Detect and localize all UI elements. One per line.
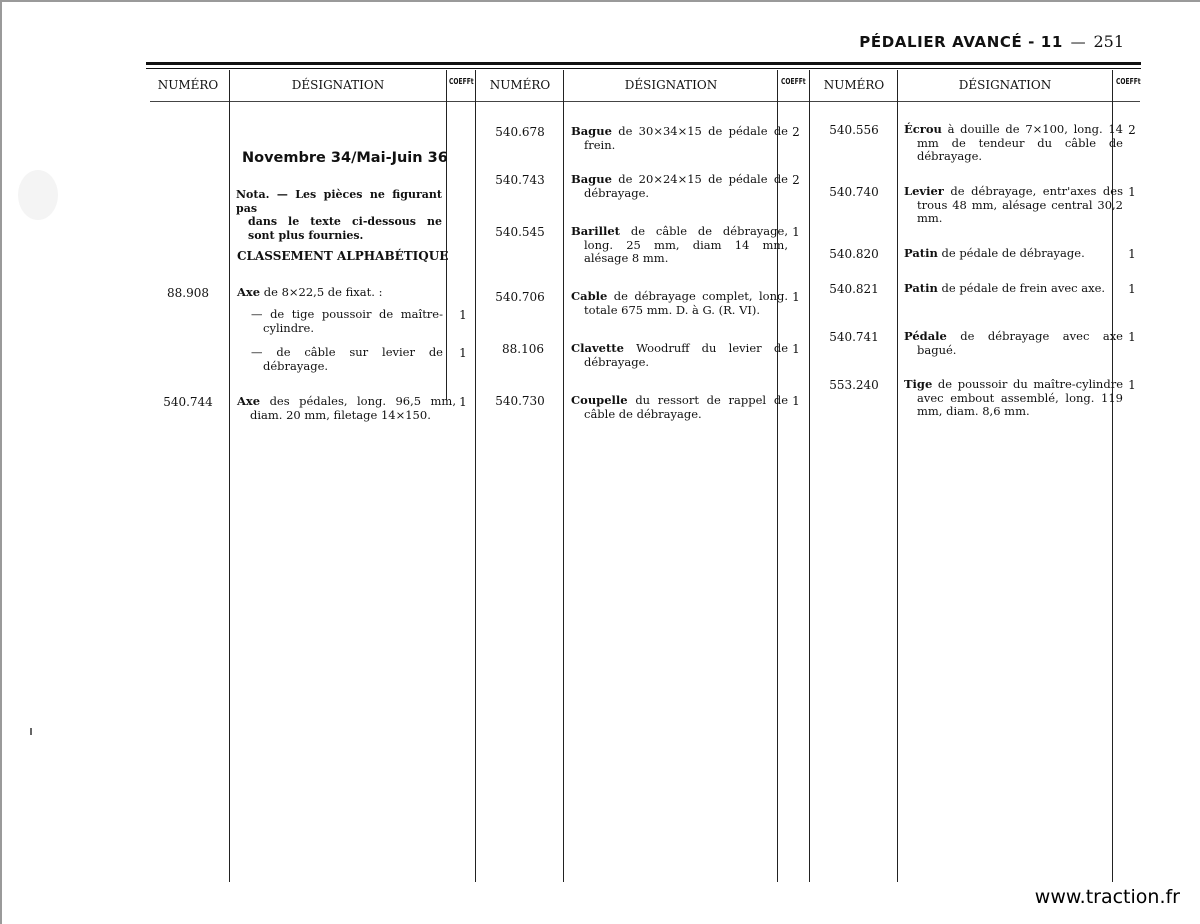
part-qty: 1: [1128, 378, 1136, 392]
col1-designation-heading: DÉSIGNATION: [291, 78, 385, 92]
header-rule-thick: [146, 62, 1141, 65]
part-label: Axe: [237, 394, 261, 408]
part-designation: [571, 290, 788, 317]
part-designation: [571, 394, 788, 421]
col3-coeff-heading: COEFFt: [1116, 77, 1141, 86]
part-text: de 20×24×15 de pédale de débrayage.: [584, 172, 788, 200]
part-label: Axe: [237, 285, 261, 299]
part-text: du ressort de rappel de câble de débrayage.: [584, 393, 788, 421]
part-label: Patin: [904, 281, 938, 295]
part-qty: 1: [459, 346, 467, 360]
col2-coeff-heading: COEFFt: [781, 77, 806, 86]
part-qty: 1: [792, 225, 800, 239]
part-qty: 1: [1128, 247, 1136, 261]
page-header: [859, 32, 1124, 51]
part-text: de pédale de débrayage.: [937, 246, 1085, 260]
part-qty: 1: [459, 308, 467, 322]
part-text: de 30×34×15 de pédale de frein.: [584, 124, 788, 152]
part-number: 540.821: [829, 282, 879, 296]
part-number: 88.908: [167, 286, 209, 300]
part-designation: [237, 286, 443, 300]
sub-designation: — de câble sur levier de débrayage.: [251, 345, 443, 373]
classement-heading: CLASSEMENT ALPHABÉTIQUE: [237, 249, 449, 263]
part-number: 540.556: [829, 123, 879, 137]
part-label: Bague: [571, 124, 612, 138]
part-designation: [904, 185, 1123, 226]
page-title: PÉDALIER AVANCÉ - 11: [859, 33, 1063, 51]
part-text: de 8×22,5 de fixat. :: [260, 285, 383, 299]
header-rule-thin: [146, 68, 1141, 69]
column-header-rule: [150, 101, 1140, 102]
part-number: 540.740: [829, 185, 879, 199]
col1-coeff-heading: COEFFt: [449, 77, 474, 86]
part-designation: [571, 125, 788, 152]
part-designation: [904, 123, 1123, 164]
part-label: Levier: [904, 184, 944, 198]
col2-designation-heading: DÉSIGNATION: [624, 78, 718, 92]
part-designation: [904, 247, 1123, 261]
part-number: 540.743: [495, 173, 545, 187]
scan-speck: [30, 728, 32, 735]
part-text: de débrayage avec axe bagué.: [917, 329, 1123, 357]
part-qty: 1: [792, 290, 800, 304]
part-number: 540.545: [495, 225, 545, 239]
part-label: Bague: [571, 172, 612, 186]
part-label: Tige: [904, 377, 933, 391]
part-designation: [571, 225, 788, 266]
part-number: 88.106: [502, 342, 544, 356]
part-label: Barillet: [571, 224, 620, 238]
divider-6: [809, 70, 810, 882]
part-designation: [237, 395, 456, 422]
divider-7: [897, 70, 898, 882]
part-qty: 1: [459, 395, 467, 409]
part-label: Coupelle: [571, 393, 628, 407]
part-text: à douille de 7×100, long. 14 mm de tendeur du câble de débrayage.: [917, 122, 1123, 163]
divider-3: [475, 70, 476, 882]
part-label: Clavette: [571, 341, 624, 355]
part-text: de câble de débrayage, long. 25 mm, diam 14 mm, alésage 8 mm.: [584, 224, 788, 265]
scan-frame-left: [0, 0, 2, 924]
part-label: Pédale: [904, 329, 947, 343]
part-label: Patin: [904, 246, 938, 260]
sub-designation: — de tige poussoir de maître-cylindre.: [251, 307, 443, 335]
page-number: 251: [1093, 32, 1124, 51]
scan-shadow: [18, 170, 58, 220]
part-designation: [904, 282, 1123, 296]
part-qty: 1: [792, 342, 800, 356]
part-qty: 1: [1128, 185, 1136, 199]
part-designation: [571, 342, 788, 369]
scan-frame-top: [0, 0, 1200, 2]
col3-designation-heading: DÉSIGNATION: [958, 78, 1052, 92]
part-designation: [904, 330, 1123, 357]
part-text: de pédale de frein avec axe.: [937, 281, 1106, 295]
part-number: 540.678: [495, 125, 545, 139]
nota-lead: Nota. — Les pièces ne figurant pas: [236, 188, 442, 215]
part-text: de poussoir du maître-cylindre avec embout assemblé, long. 119 mm, diam. 8,6 mm.: [917, 377, 1123, 418]
watermark-url: www.traction.fr: [1034, 886, 1180, 908]
divider-1: [229, 70, 230, 882]
col3-numero-heading: NUMÉRO: [823, 78, 885, 92]
part-text: de débrayage complet, long. totale 675 mm. D. à G. (R. VI).: [584, 289, 788, 317]
part-designation: [904, 378, 1123, 419]
part-text: Woodruff du levier de débrayage.: [584, 341, 788, 369]
part-number: 540.820: [829, 247, 879, 261]
part-qty: 2: [792, 173, 800, 187]
part-number: 540.741: [829, 330, 879, 344]
page-dash: —: [1070, 33, 1086, 51]
part-number: 553.240: [829, 378, 879, 392]
part-designation: [571, 173, 788, 200]
divider-2: [446, 70, 447, 400]
part-number: 540.706: [495, 290, 545, 304]
part-text: de débrayage, entr'axes des trous 48 mm, alésage central 30,2 mm.: [917, 184, 1123, 225]
part-label: Cable: [571, 289, 608, 303]
part-text: des pédales, long. 96,5 mm, diam. 20 mm, filetage 14×150.: [250, 394, 456, 422]
part-qty: 2: [1128, 123, 1136, 137]
col2-numero-heading: NUMÉRO: [489, 78, 551, 92]
part-qty: 1: [1128, 330, 1136, 344]
nota-rest: dans le texte ci-dessous ne sont plus fournies.: [248, 215, 442, 242]
part-label: Écrou: [904, 122, 942, 136]
era-heading: Novembre 34/Mai-Juin 36: [242, 150, 448, 166]
part-number: 540.744: [163, 395, 213, 409]
part-qty: 1: [792, 394, 800, 408]
part-qty: 1: [1128, 282, 1136, 296]
nota-text: [236, 188, 442, 242]
part-qty: 2: [792, 125, 800, 139]
part-number: 540.730: [495, 394, 545, 408]
col1-numero-heading: NUMÉRO: [157, 78, 219, 92]
divider-4: [563, 70, 564, 882]
